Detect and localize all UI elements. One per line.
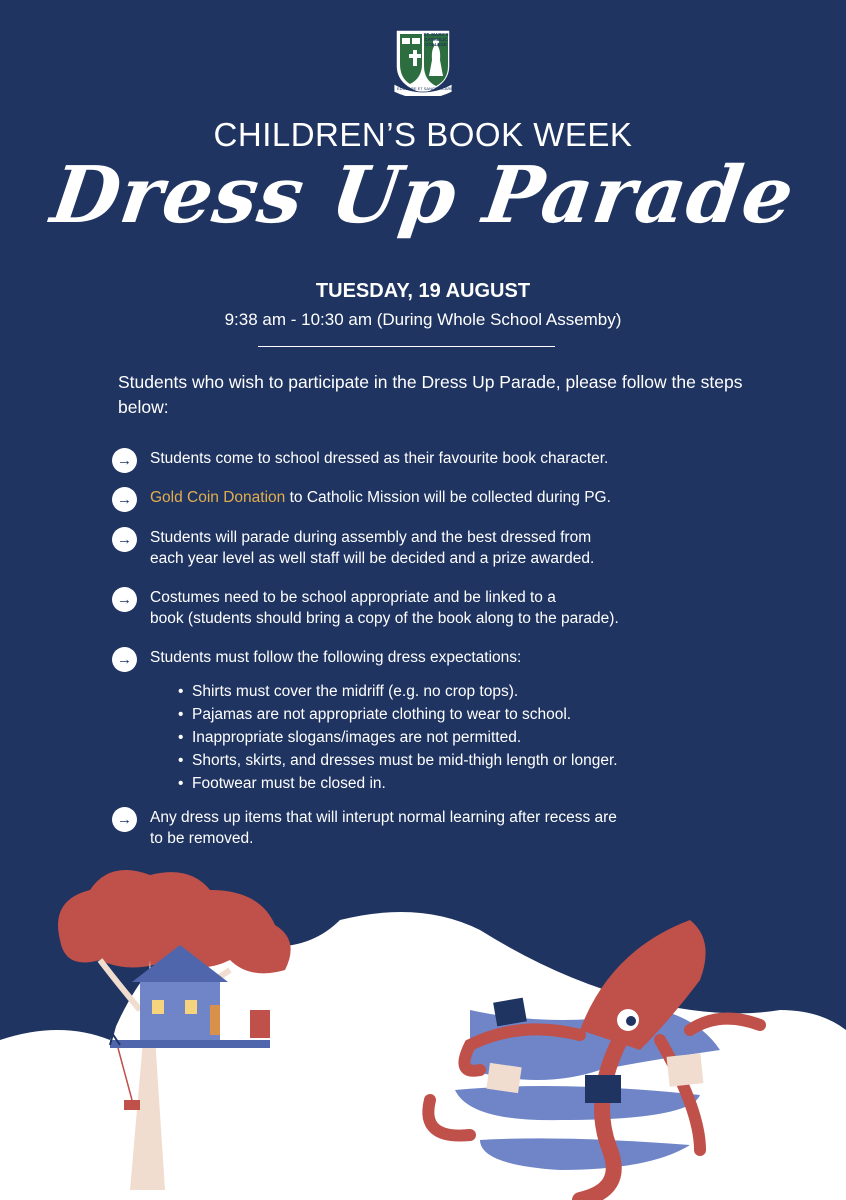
intro-text: Students who wish to participate in the Dress Up Parade, please follow the steps below: [118,372,743,417]
arrow-right-circle-icon: → [112,527,137,552]
page-subtitle: CHILDREN’S BOOK WEEK [213,116,633,153]
steps-list [112,448,752,849]
expectation-item: • Shirts must cover the midriff (e.g. no crop tops). [178,680,752,703]
expectation-item: • Shorts, skirts, and dresses must be mid-thigh length or longer. [178,749,752,772]
crest-motto: EDUCARE ET SANCTIFICARE [396,86,454,91]
arrow-right-circle-icon: → [112,448,137,473]
divider [258,346,555,347]
arrow-right-circle-icon: → [112,807,137,832]
step-text-line2: book (students should bring a copy of the book along to the parade). [150,610,619,627]
dress-expectations-list [178,680,752,795]
step-item [112,807,752,849]
step-item [112,527,752,569]
page-title: Dress Up Parade [46,150,800,241]
step-text: Students must follow the following dress expectations: [150,649,522,666]
step-item [112,587,752,629]
step-text-line2: each year level as well staff will be decided and a prize awarded. [150,550,595,567]
arrow-right-circle-icon: → [112,647,137,672]
event-date: TUESDAY, 19 AUGUST [315,280,531,302]
step-text: to Catholic Mission will be collected during PG. [285,489,611,506]
step-text-line1: Costumes need to be school appropriate and be linked to a [150,589,556,606]
crest-school-name: ST. MARY'S CATHOLIC COLLEGE [423,32,449,47]
event-time: 9:38 am - 10:30 am (During Whole School Assemby) [224,310,622,329]
expectation-item: • Inappropriate slogans/images are not permitted. [178,726,752,749]
step-item [112,448,752,469]
arrow-right-circle-icon: → [112,487,137,512]
expectation-item: • Pajamas are not appropriate clothing to wear to school. [178,703,752,726]
arrow-right-circle-icon: → [112,587,137,612]
step-item [112,487,752,508]
step-text-line1: Any dress up items that will interupt normal learning after recess are [150,809,617,826]
step-text: Students come to school dressed as their favourite book character. [150,450,609,467]
gold-coin-highlight: Gold Coin Donation [150,489,286,506]
step-item [112,647,752,795]
expectation-item: • Footwear must be closed in. [178,772,752,795]
step-text-line1: Students will parade during assembly and the best dressed from [150,529,592,546]
book-illustration [0,860,846,1200]
step-text-line2: to be removed. [150,830,254,847]
